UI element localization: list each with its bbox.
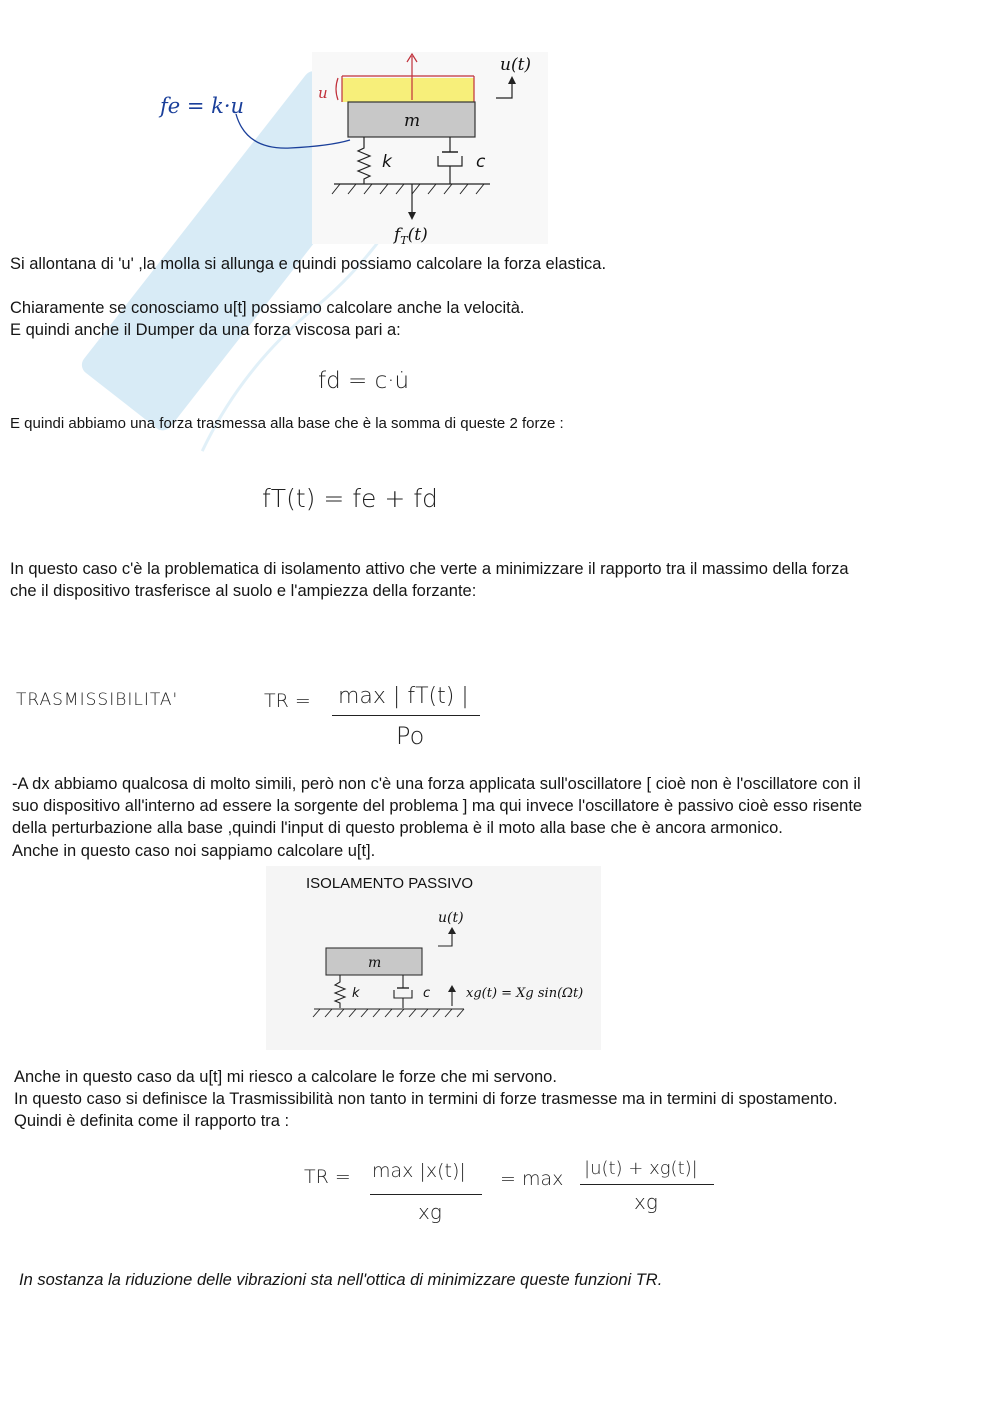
tr2-numerator-1: max |x(t)| [372,1160,466,1182]
displacement-label: u(t) [438,910,464,926]
base-motion-label: xg(t) = Xg sin(Ωt) [466,986,584,1001]
paragraph-transmissibility-def: In questo caso si definisce la Trasmissibilità non tanto in termini di forze trasmesse ma in termini di spostamento. [14,1090,838,1108]
displacement-label: u(t) [500,55,532,75]
tr-numerator: max | fT(t) | [338,684,469,709]
paragraph-passive-3: della perturbazione alla base ,quindi l'input di questo problema è il moto alla base che è ancora armonico. [12,819,783,837]
paragraph-passive-2: suo dispositivo all'interno ad essere la sorgente del problema ] ma qui invece l'oscillatore è passivo cioè esso risente [12,797,863,815]
tr2-fraction-bar-2 [580,1184,714,1185]
spring-label: k [352,986,360,1001]
paragraph-conclusion: In sostanza la riduzione delle vibrazioni sta nell'ottica di minimizzare queste funzioni TR. [19,1271,663,1289]
paragraph-active-isolation-1: In questo caso c'è la problematica di isolamento attivo che verte a minimizzare il rapporto tra il massimo della forza [10,560,849,578]
tr-denominator: Po [396,722,425,750]
paragraph-transmitted-force: E quindi abbiamo una forza trasmessa alla base che è la somma di queste 2 forze : [10,415,564,432]
figure-title: ISOLAMENTO PASSIVO [306,875,473,892]
tr2-fraction-bar-1 [370,1194,482,1195]
transmitted-force-equation: fT(t) = fe + fd [262,484,438,513]
paragraph-ratio: Quindi è definita come il rapporto tra : [14,1112,290,1130]
spring-label: k [382,152,392,172]
tr-fraction-bar [332,715,480,716]
paragraph-velocity: Chiaramente se conosciamo u[t] possiamo calcolare anche la velocità. [10,299,525,317]
damper-label: c [423,986,431,1001]
tr-lhs: TR = [264,690,311,712]
passive-isolation-figure [266,866,601,1050]
damper-label: c [476,152,486,172]
paragraph-damper: E quindi anche il Dumper da una forza viscosa pari a: [10,321,401,339]
paragraph-passive-1: -A dx abbiamo qualcosa di molto simili, però non c'è una forza applicata sull'oscillatore [ cioè non è l'oscillatore con il [12,775,861,793]
transmitted-force-label: $f_T(t)$ [394,225,428,244]
paragraph-spring-stretch: Si allontana di 'u' ,la molla si allunga e quindi possiamo calcolare la forza elastica. [10,255,607,273]
mass-label: m [404,111,421,131]
u-dimension-label: u [318,84,328,102]
elastic-force-annotation: fe = k·u [160,94,245,118]
paragraph-active-isolation-2: che il dispositivo trasferisce al suolo e l'ampiezza della forzante: [10,582,477,600]
tr2-numerator-2: |u(t) + xg(t)| [584,1158,698,1179]
tr2-equals-max: = max [500,1168,564,1190]
tr2-denominator-1: xg [418,1200,442,1224]
annotation-connector [230,110,360,170]
tr2-denominator-2: xg [634,1190,658,1214]
paragraph-passive-4: Anche in questo caso noi sappiamo calcolare u[t]. [12,842,376,860]
tr2-lhs: TR = [304,1166,351,1188]
transmissibility-label: TRASMISSIBILITA' [16,690,179,710]
paragraph-forces: Anche in questo caso da u[t] mi riesco a calcolare le forze che mi servono. [14,1068,557,1086]
mass-label: m [368,955,382,971]
viscous-force-equation: fd = c·u̇ [318,368,410,394]
